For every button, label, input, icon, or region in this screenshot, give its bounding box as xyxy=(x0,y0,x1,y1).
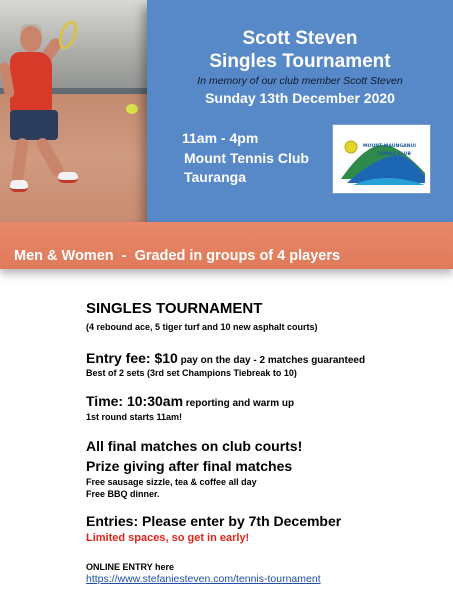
first-round-info: 1st round starts 11am! xyxy=(86,412,183,422)
event-date: Sunday 13th December 2020 xyxy=(205,90,395,106)
entry-fee-label: Entry fee: $10 xyxy=(86,350,178,366)
courts-info: (4 rebound ace, 5 tiger turf and 10 new asphalt courts) xyxy=(86,322,318,332)
category-text: Men & Women - Graded in groups of 4 players xyxy=(14,248,341,264)
tournament-event: Singles Tournament xyxy=(209,51,391,72)
entry-fee-line xyxy=(86,350,365,368)
logo-line-1: MOUNT MAUNGANUI xyxy=(363,144,416,149)
title-box xyxy=(147,0,453,222)
limited-spaces: Limited spaces, so get in early! xyxy=(86,532,250,544)
entry-fee-note: pay on the day - 2 matches guaranteed xyxy=(177,355,366,366)
time-note: reporting and warm up xyxy=(183,398,295,409)
category-band xyxy=(0,222,453,269)
logo-line-2: TENNIS CLUB xyxy=(377,152,411,157)
online-entry-label: ONLINE ENTRY here xyxy=(86,562,175,572)
entries-deadline: Entries: Please enter by 7th December xyxy=(86,513,342,529)
club-logo xyxy=(332,124,431,194)
memorial-line: In memory of our club member Scott Steven xyxy=(197,75,403,87)
time-label: Time: 10:30am xyxy=(86,393,184,409)
entry-url-link[interactable]: https://www.stefaniesteven.com/tennis-tournament xyxy=(86,573,321,585)
event-venue: Mount Tennis Club xyxy=(184,150,309,166)
details-heading: SINGLES TOURNAMENT xyxy=(86,300,263,317)
finals-info: All final matches on club courts! xyxy=(86,438,303,454)
player-figure xyxy=(0,0,140,222)
club-logo-icon xyxy=(333,125,432,195)
event-time: 11am - 4pm xyxy=(182,130,259,146)
sets-info: Best of 2 sets (3rd set Champions Tiebreak to 10) xyxy=(86,368,297,378)
tennis-ball xyxy=(126,104,138,114)
tournament-name: Scott Steven xyxy=(242,28,358,49)
prize-info: Prize giving after final matches xyxy=(86,458,293,474)
food-info-1: Free sausage sizzle, tea & coffee all day xyxy=(86,477,257,487)
food-info-2: Free BBQ dinner. xyxy=(86,489,160,499)
event-city: Tauranga xyxy=(184,169,246,185)
racket xyxy=(55,18,80,52)
time-line xyxy=(86,393,294,411)
